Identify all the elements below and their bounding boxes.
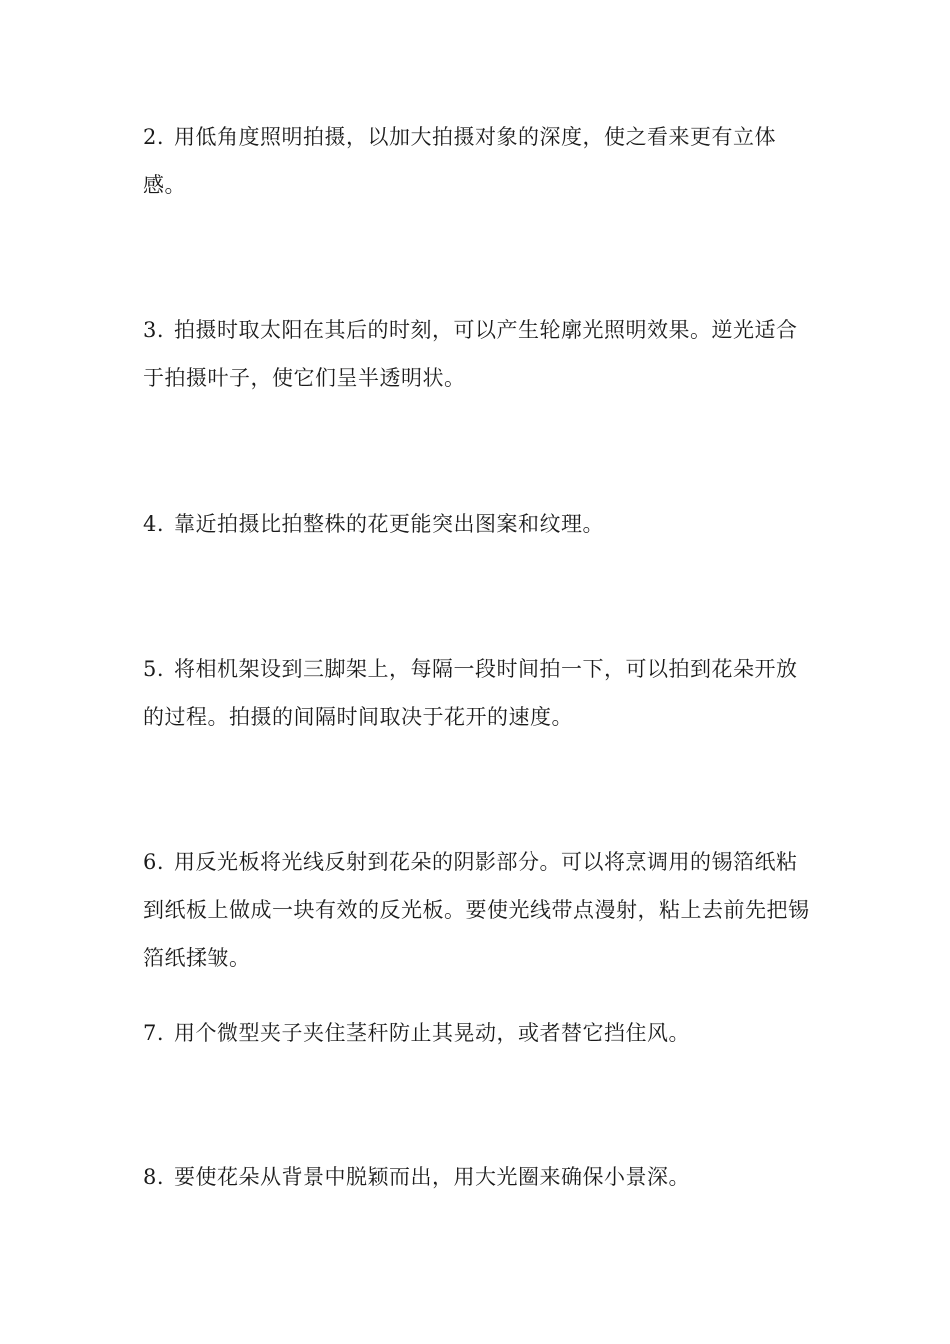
item-number: 8. xyxy=(143,1165,165,1189)
item-text: 拍摄时取太阳在其后的时刻，可以产生轮廓光照明效果。逆光适合于拍摄叶子，使它们呈半透明状。 xyxy=(143,318,798,390)
list-item-5 xyxy=(143,645,811,741)
item-text: 用个微型夹子夹住茎秆防止其晃动，或者替它挡住风。 xyxy=(174,1021,691,1045)
item-number: 7. xyxy=(143,1021,165,1045)
list-item-7 xyxy=(143,1009,811,1057)
item-text: 要使花朵从背景中脱颖而出，用大光圈来确保小景深。 xyxy=(174,1165,691,1189)
list-item-4 xyxy=(143,500,811,548)
item-text: 将相机架设到三脚架上，每隔一段时间拍一下，可以拍到花朵开放的过程。拍摄的间隔时间取决于花开的速度。 xyxy=(143,657,798,729)
item-text: 靠近拍摄比拍整株的花更能突出图案和纹理。 xyxy=(174,512,605,536)
item-text: 用反光板将光线反射到花朵的阴影部分。可以将烹调用的锡箔纸粘到纸板上做成一块有效的反光板。要使光线带点漫射，粘上去前先把锡箔纸揉皱。 xyxy=(143,850,810,970)
list-item-8 xyxy=(143,1153,811,1201)
list-item-3 xyxy=(143,306,811,402)
list-item-2 xyxy=(143,113,811,209)
list-item-6 xyxy=(143,838,811,982)
item-number: 2. xyxy=(143,125,165,149)
item-number: 3. xyxy=(143,318,165,342)
item-number: 6. xyxy=(143,850,165,874)
item-text: 用低角度照明拍摄，以加大拍摄对象的深度，使之看来更有立体感。 xyxy=(143,125,777,197)
item-number: 5. xyxy=(143,657,165,681)
item-number: 4. xyxy=(143,512,165,536)
